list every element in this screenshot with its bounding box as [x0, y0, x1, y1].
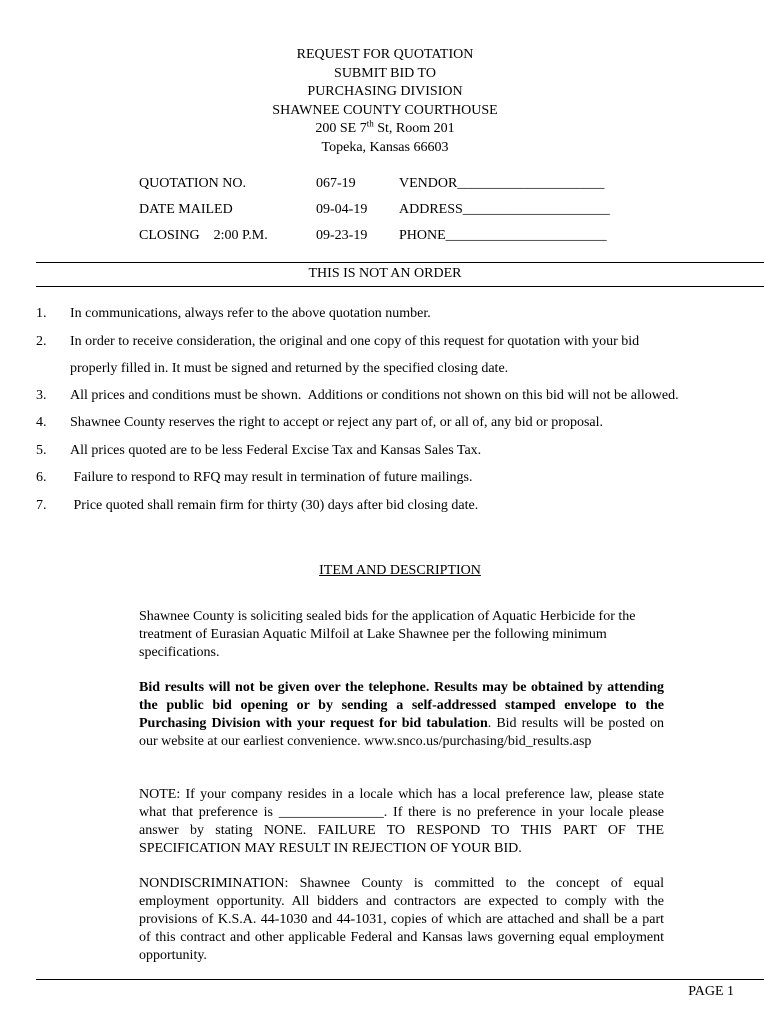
vendor-field[interactable]: VENDOR_____________________	[399, 176, 605, 191]
closing-label: CLOSING 2:00 P.M.	[139, 228, 268, 243]
address-ordinal: th	[366, 118, 374, 129]
page-number: PAGE 1	[688, 984, 734, 999]
bid-results-text: . Bid results will be posted on our website at our earliest convenience. www.snco.us/purchasing/bid_results.asp	[139, 716, 664, 749]
date-row	[0, 202, 770, 220]
date-mailed-value: 09-04-19	[316, 202, 368, 217]
condition-number: 5.	[36, 443, 47, 458]
phone-field[interactable]: PHONE_______________________	[399, 228, 607, 243]
date-mailed-label: DATE MAILED	[139, 202, 233, 217]
condition-number: 7.	[36, 498, 47, 513]
quotation-row	[0, 176, 770, 194]
condition-number: 3.	[36, 388, 47, 403]
address-street: 200 SE 7	[315, 121, 367, 136]
header-title: REQUEST FOR QUOTATION	[296, 47, 474, 62]
condition-text: Shawnee County reserves the right to accept or reject any part of, or all of, any bid or proposal.	[70, 415, 603, 430]
section-title: ITEM AND DESCRIPTION	[319, 563, 481, 578]
footer-divider	[36, 979, 764, 980]
condition-text: In communications, always refer to the above quotation number.	[70, 306, 431, 321]
bid-results-paragraph	[139, 679, 664, 751]
header-address	[0, 120, 770, 139]
address-field[interactable]: ADDRESS_____________________	[399, 202, 610, 217]
condition-text: Price quoted shall remain firm for thirty (30) days after bid closing date.	[70, 498, 479, 513]
notice-divider	[36, 286, 764, 287]
header-city: Topeka, Kansas 66603	[321, 139, 449, 155]
bid-results-bold: Bid results will not be given over the telephone. Results may be obtained by attending the public bid opening or by sending a self-addressed stamped envelope to the Purchasing Division with your request for bid tabulation	[139, 680, 664, 731]
header-division: PURCHASING DIVISION	[307, 84, 463, 99]
condition-text: properly filled in. It must be signed and returned by the specified closing date.	[70, 361, 509, 376]
closing-row	[0, 228, 770, 246]
intro-paragraph: Shawnee County is soliciting sealed bids for the application of Aquatic Herbicide for the treatment of Eurasian Aquatic Milfoil at Lake Shawnee per the following minimum specifications.	[139, 609, 636, 660]
nondiscrimination-paragraph: NONDISCRIMINATION: Shawnee County is committed to the concept of equal employment opportunity. All bidders and contractors are expected to comply with the provisions of K.S.A. 44-1030 and 44-1031, copies of which are attached and shall be a part of this contract and other applicable Federal and Kansas laws governing equal employment opportunity.	[139, 876, 664, 963]
local-preference-note: NOTE: If your company resides in a locale which has a local preference law, please state what that preference is _______________. If there is no preference in your locale please answer by stating NONE. FAILURE TO RESPOND TO THIS PART OF THE SPECIFICATION MAY RESULT IN REJECTION OF YOUR BID.	[139, 787, 664, 856]
condition-number: 4.	[36, 415, 47, 430]
condition-text: All prices quoted are to be less Federal Excise Tax and Kansas Sales Tax.	[70, 443, 482, 458]
condition-text: All prices and conditions must be shown. Additions or conditions not shown on this bid will not be allowed.	[70, 388, 679, 403]
condition-text: Failure to respond to RFQ may result in termination of future mailings.	[70, 470, 473, 485]
condition-text: In order to receive consideration, the original and one copy of this request for quotation with your bid	[70, 334, 640, 349]
quotation-label: QUOTATION NO.	[139, 176, 246, 191]
condition-number: 6.	[36, 470, 47, 485]
quotation-value: 067-19	[316, 176, 356, 191]
not-an-order-notice: THIS IS NOT AN ORDER	[308, 266, 462, 281]
address-room: St, Room 201	[373, 121, 455, 136]
condition-number: 2.	[36, 334, 47, 349]
condition-number: 1.	[36, 306, 47, 321]
header-submit-line: SUBMIT BID TO	[334, 65, 436, 81]
top-divider	[36, 262, 764, 263]
document-header	[0, 46, 770, 157]
closing-value: 09-23-19	[316, 228, 368, 243]
header-courthouse: SHAWNEE COUNTY COURTHOUSE	[272, 102, 498, 118]
